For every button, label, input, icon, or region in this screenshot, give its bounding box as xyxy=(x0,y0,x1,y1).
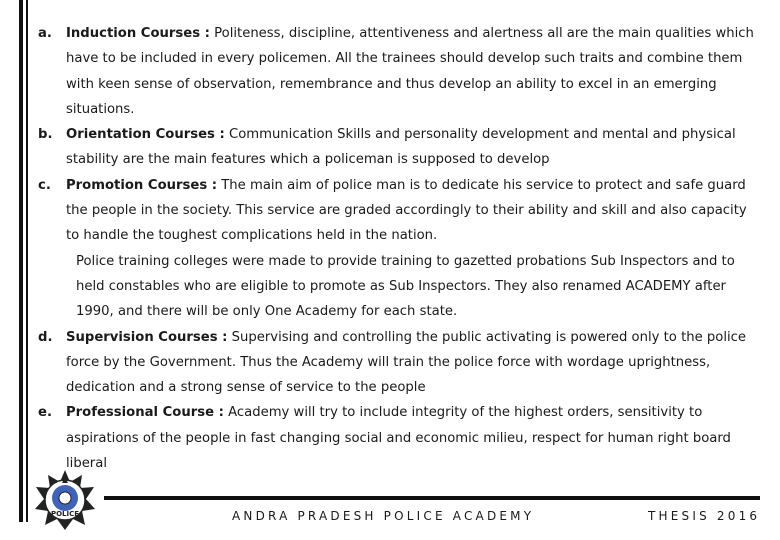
left-border-thin xyxy=(26,0,28,522)
list-item-c xyxy=(38,173,763,249)
course-list xyxy=(38,21,763,476)
list-item-b xyxy=(38,122,763,173)
item-heading: Professional Course : xyxy=(66,405,224,421)
item-heading: Promotion Courses : xyxy=(66,177,218,193)
list-item-e xyxy=(38,400,763,476)
item-text: The main aim of police man is to dedicate his service to protect and safe guard the people in the society. This service are graded accordingly to their ability and skill and also capacity to handle the toughest complications held in the nation. xyxy=(66,177,747,244)
footer-thesis-year: THESIS 2016 xyxy=(648,509,761,523)
left-border-thick xyxy=(19,0,23,522)
item-heading: Orientation Courses : xyxy=(66,127,225,143)
list-marker: e. xyxy=(38,405,52,421)
list-marker: c. xyxy=(38,177,51,193)
list-marker: a. xyxy=(38,26,52,41)
item-heading: Supervision Courses : xyxy=(66,329,228,345)
police-emblem-icon xyxy=(33,468,97,532)
item-heading: Induction Courses : xyxy=(66,26,210,41)
footer-rule xyxy=(104,496,760,500)
item-text: Communication Skills and personality development and mental and physical stability are the main features which a policeman is supposed to develop xyxy=(66,127,736,168)
footer-academy-name: ANDRA PRADESH POLICE ACADEMY xyxy=(232,509,535,523)
academy-note: Police training colleges were made to provide training to gazetted probations Sub Inspectors and to held constables who are eligible to promote as Sub Inspectors. They also renamed ACADEMY after 1990, and there will be only One Academy for each state. xyxy=(76,253,735,320)
list-marker: d. xyxy=(38,329,53,345)
list-item-d xyxy=(38,325,763,401)
emblem-label: POLICE xyxy=(50,510,80,518)
list-marker: b. xyxy=(38,127,53,143)
list-item-a xyxy=(38,21,763,122)
item-text: Politeness, discipline, attentiveness and alertness all are the main qualities which have to be included in every policemen. All the trainees should develop such traits and combine them with keen sense of observation, remembrance and thus develop an ability to excel in an emerging situations. xyxy=(66,26,754,117)
item-text: Academy will try to include integrity of the highest orders, sensitivity to aspirations of the people in fast changing social and economic milieu, respect for human right board liberal xyxy=(66,405,731,472)
item-text: Supervising and controlling the public activating is powered only to the police force by the Government. Thus the Academy will train the police force with wordage uprightness, dedication and a strong sense of service to the people xyxy=(66,329,747,396)
